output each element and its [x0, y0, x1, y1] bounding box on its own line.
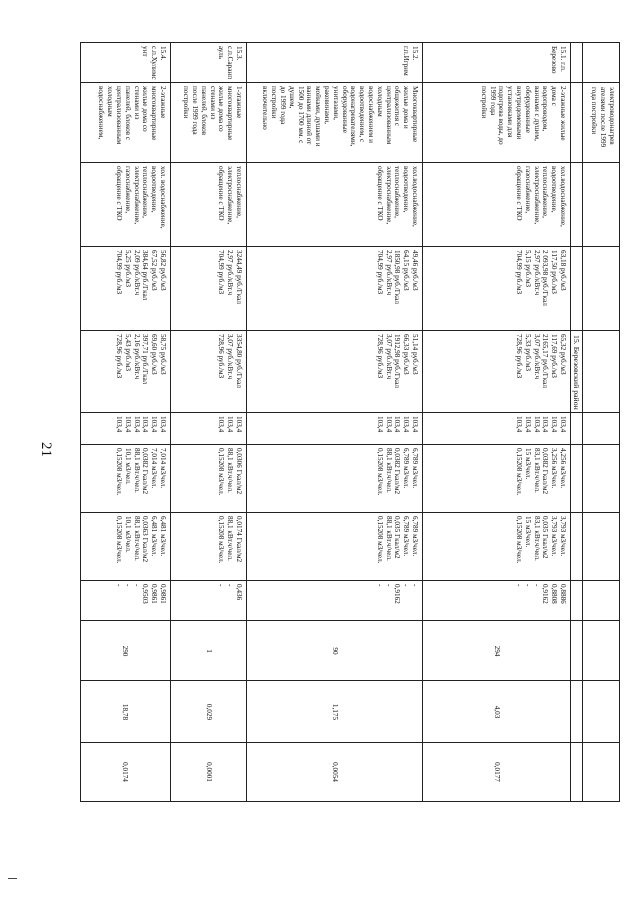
- row-4-index: 103,4 103,4 103,4 103,4 103,4 103,4: [115, 416, 167, 433]
- row-4-services: хол. водоснабжение, водоотведение, теплоснабжение, электроснабжение, газоснабжение, обращение с ТКО: [115, 166, 167, 229]
- row-2-tariff-b: 51,14 руб./м3 66,33 руб./м3 1912,98 руб./Гкал 3,07 руб./кВт.ч 728,96 руб./м3: [375, 334, 419, 388]
- row-4-coef: 0,9861 0,9861 0,9503 - - -: [115, 584, 167, 604]
- row-3-norm-a: 0,0306 Гкал/м2 88,1 кВт.ч/чел. 0,15208 м3/чел.: [217, 448, 243, 496]
- row-3-col-k: 0,0001: [205, 762, 214, 782]
- row-divider: [582, 43, 583, 801]
- row-4-tariff-a: 56,82 руб./м3 67,52 руб./м3 384,64 руб./Гкал 2,09 руб./кВт.ч 5,25 руб./м3 704,99 руб./м3: [115, 250, 167, 301]
- district-title: 15. Березовский район: [572, 335, 581, 410]
- row-2-tariff-a: 49,46 руб./м3 64,15 руб./м3 1850,98 руб./Гкал 2,97 руб./кВт.ч 704,99 руб./м3: [375, 250, 419, 304]
- row-1-col-j: 4,03: [493, 705, 502, 719]
- row-1-id: 15.1. г.п. Березово: [550, 46, 567, 74]
- row-2-col-i: 90: [331, 647, 340, 655]
- row-1-norm-a: 4,256 м3/чел. 3,256 м3/чел. 0,0382 Гкал/м2 83,1 кВт.ч/чел. 15 м3/чел. 0,15208 м3/чел.: [515, 448, 567, 496]
- row-1-norm-b: 3,793 м3/чел. 3,793 м3/чел. 0,035 Гкал/м2 83,1 кВт.ч/чел. 15 м3/чел. 0,15208 м3/чел.: [515, 516, 567, 564]
- header-note: электроводонагрев ателями после 1999 года постройки: [590, 87, 616, 148]
- row-3-col-i: 1: [205, 649, 214, 653]
- row-3-index: 103,4 103,4 103,4: [217, 416, 243, 433]
- row-4-norm-b: 6,481 м3/чел. 6,481 м3/чел. 0,0363 Гкал/м2 88,1 кВт.ч/чел. 10,1 м3/чел. 0,15208 м3/чел.: [115, 516, 167, 564]
- row-1-coef: 0,8886 0,8808 0,9162 - - -: [515, 584, 567, 604]
- row-1-tariff-a: 63,18 руб./м3 117,50 руб./м3 2 093,98 руб./Гкал 2,97 руб./кВт.ч 5,15 руб./м3 704,99 руб./м3: [515, 250, 567, 306]
- row-3-norm-b: 0,0174 Гкал/м2 88,1 кВт.ч/чел. 0,15208 м3/чел.: [217, 516, 243, 564]
- row-4-house: 2-этажные многоквартирные жилые дома со стенами из панелей, блоков с централизованным холодным водоснабжением,: [97, 86, 167, 145]
- page-number: 21: [38, 442, 54, 457]
- row-2-index: 103,4 103,4 103,4 103,4 103,4: [375, 416, 419, 433]
- row-4-tariff-b: 58,75 руб./м3 69,60 руб./м3 397,71 руб./Гкал 2,16 руб./кВт.ч 5,43 руб./м3 728,96 руб./м3: [115, 334, 167, 385]
- row-3-col-j: 0,029: [205, 703, 214, 721]
- margin-mark: [8, 878, 17, 879]
- row-2-coef: - - 0,9162 - -: [375, 584, 419, 604]
- row-2-col-k: 0,0054: [331, 762, 340, 782]
- row-3-coef: 0,436 - -: [217, 584, 243, 601]
- row-4-id: 15.4. с.п.Хулимс унт: [141, 46, 167, 80]
- row-1-house: 2-этажные жилые дома с водопроводом, ваннами с душем, оборудованные внутридомовыми установками для подогрева воды, до 1999 года постройки: [479, 86, 567, 145]
- row-3-tariff-b: 3354,80 руб./Гкал 3,07 руб./кВт.ч 728,96 руб./м3: [217, 334, 243, 388]
- row-3-services: теплоснабжение, электроснабжение, обращение с ТКО: [217, 166, 243, 225]
- row-1-tariff-b: 65,32 руб./м3 117,69 руб./м3 2165,17 руб./Гкал 3,07 руб./кВт.ч 5,33 руб./м3 728,96 руб./м3: [515, 334, 567, 388]
- row-4-col-j: 18,78: [121, 703, 130, 721]
- row-4-norm-a: 7,014 м3/чел. 7,014 м3/чел. 0,0382 Гкал/м2 88,1 кВт.ч/чел. 10,1 м3/чел. 0,15208 м3/чел.: [115, 448, 167, 496]
- row-1-col-i: 294: [493, 645, 502, 657]
- row-2-house: Многоквартирные жилые дома и общежития с централизованным холодным водоснабжением и водоотведением, с водонагревателями, оборудованные унитазами, раковинами, мойками, душами и ваннами длиной от 1500 до 1700 мм. с душем, до 1999 года постройки включительно: [261, 86, 419, 147]
- row-2-norm-a: 6,789 м3/чел. 6,789 м3/чел. 0,0382 Гкал/м2 88,1 кВт.ч/чел. 0,15208 м3/чел.: [375, 448, 419, 496]
- row-2-services: хол.водоснабжение, водоотведение, теплоснабжение, электроснабжение, обращение с ТКО: [375, 166, 419, 227]
- row-1-services: хол.водоснабжение, водоотведение, теплоснабжение, электроснабжение, газоснабжение, обращение с ТКО: [515, 166, 567, 227]
- row-2-id: 15.2. г.п.Игрим: [402, 46, 419, 76]
- row-3-id: 15.3. с.п.Саранп ауль: [217, 46, 243, 80]
- row-3-house: 1-этажные многоквартирные жилые дома со стенами из панелей, блоков после 1999 года постройки: [182, 86, 243, 141]
- row-2-norm-b: 6,789 м3/чел. 6,789 м3/чел. 0,035 Гкал/м2 88,1 кВт.ч/чел. 0,15208 м3/чел.: [375, 516, 419, 564]
- row-1-col-k: 0,0177: [493, 762, 502, 782]
- row-3-tariff-a: 3244,49 руб./Гкал 2,97 руб./кВт.ч 704,99 руб./м3: [217, 250, 243, 304]
- row-2-col-j: 1,175: [331, 703, 340, 721]
- row-4-col-k: 0,0174: [121, 762, 130, 782]
- tariff-table: [80, 42, 620, 802]
- row-4-col-i: 290: [121, 645, 130, 657]
- row-1-index: 103,4 103,4 103,4 103,4 103,4 103,4: [515, 416, 567, 433]
